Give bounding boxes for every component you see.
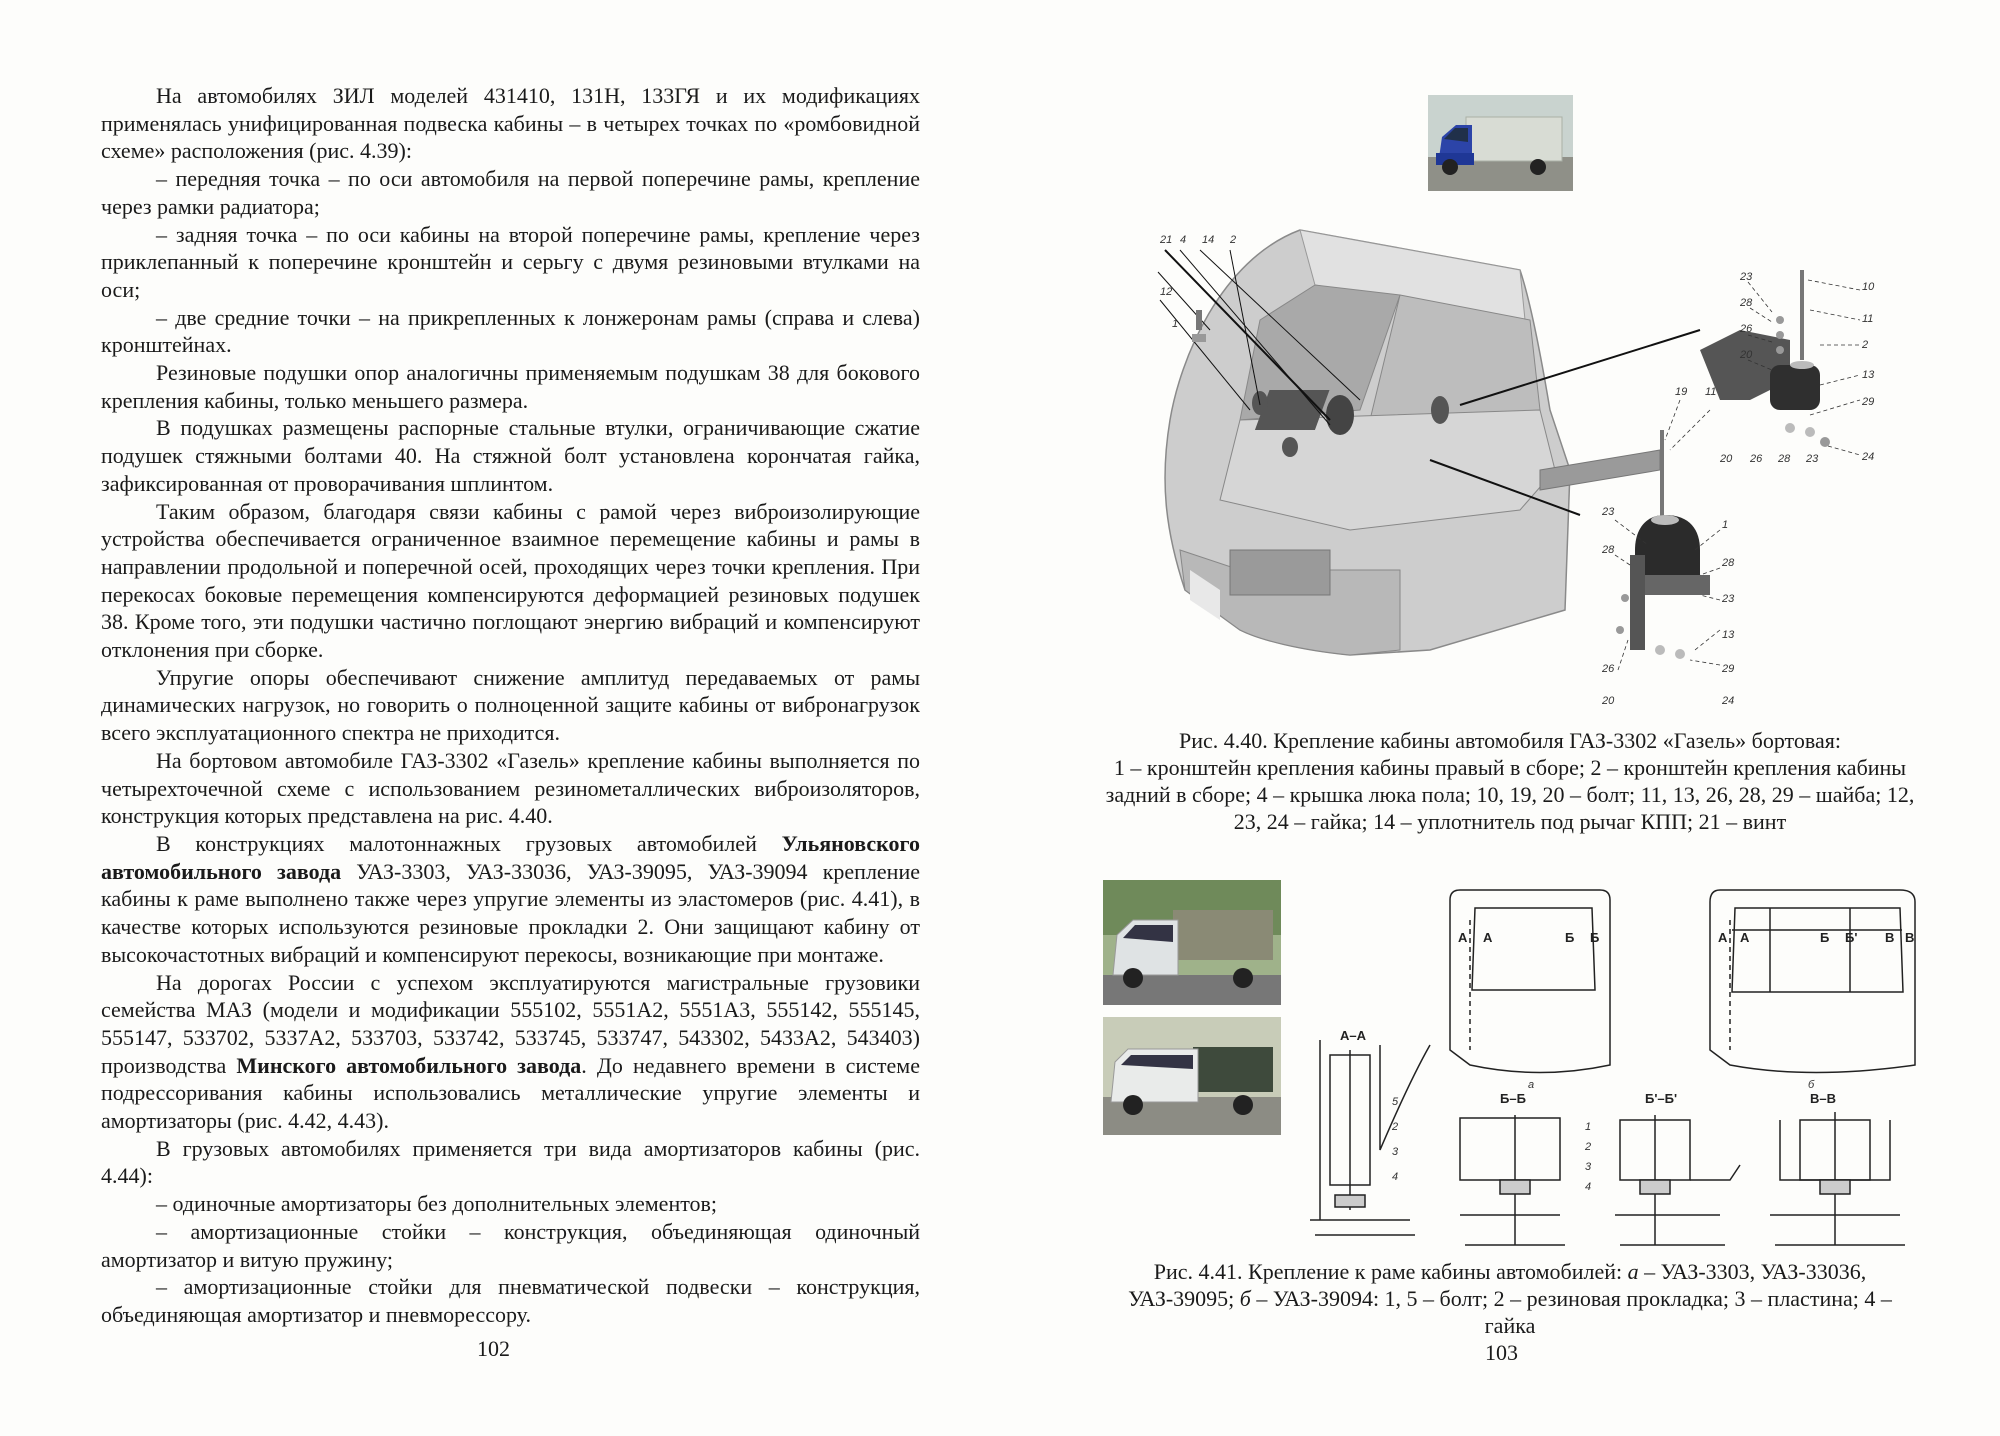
callout: 5 [1392, 1096, 1399, 1108]
body-paragraph: На дорогах России с успехом эксплуатируются магистральные грузовики семейства МАЗ (модели и модификации 555102, 5551А2, 5551А3, 555142, 555145, 555147, 533702, 5337А2, 533703, 533742, 533745, 533747, 543302, 5433А2, 543403) производства Минского автомобильного завода. До недавнего времени в системе подрессоривания кабины использовались металлические упругие элементы и амортизаторы (рис. 4.42, 4.43). [101, 969, 920, 1134]
section-mark: А [1458, 930, 1468, 945]
body-paragraph: – одиночные амортизаторы без дополнительных элементов; [156, 1191, 718, 1217]
body-paragraph: – амортизационные стойки – конструкция, объединяющая одиночный амортизатор и витую пружину; [101, 1218, 920, 1272]
figure-4-41-diagram [1300, 880, 1980, 1255]
callout: 23 [1722, 593, 1735, 605]
section-mark: Б [1820, 930, 1830, 945]
callout: 2 [1585, 1141, 1592, 1153]
callout: 3 [1585, 1161, 1592, 1173]
body-paragraph: – амортизационные стойки для пневматической подвески – конструкция, объединяющая амортизатор и пневморессору. [101, 1274, 920, 1327]
callout: 10 [1862, 281, 1875, 293]
callout: 26 [1602, 663, 1615, 675]
callout: 1 [1585, 1121, 1592, 1133]
callout: 2 [1392, 1121, 1399, 1133]
callout: 29 [1862, 396, 1875, 408]
section-title-bb-prime: Б'–Б' [1645, 1091, 1678, 1106]
figure-4-41-caption: Рис. 4.41. Крепление к раме кабины автомобилей: а – УАЗ-3303, УАЗ-33036, УАЗ-39095; б – УАЗ-39094: 1, 5 – болт; 2 – резиновая прокладка; 3 – пластина; 4 – гайка [1128, 1259, 1892, 1338]
callout: 3 [1392, 1146, 1399, 1158]
page-number-left: 102 [477, 1336, 510, 1361]
section-title-vv: В–В [1810, 1091, 1837, 1106]
callout: 28 [1722, 557, 1735, 569]
body-paragraph: В грузовых автомобилях применяется три вида амортизаторов кабины (рис. 4.44): [101, 1135, 920, 1189]
section-title-bb: Б–Б [1500, 1091, 1526, 1106]
callout: 20 [1740, 349, 1753, 361]
callout: 29 [1722, 663, 1735, 675]
figure-4-40-caption-title: Рис. 4.40. Крепление кабины автомобиля ГАЗ-3302 «Газель» бортовая: [1179, 728, 1841, 753]
section-mark: А [1718, 930, 1728, 945]
section-mark: А [1483, 930, 1493, 945]
figure-4-40-diagram [1100, 210, 1980, 710]
callout: 21 [1160, 234, 1173, 246]
callout: 13 [1862, 369, 1875, 381]
section-mark: Б [1590, 930, 1600, 945]
callout: 11 [1705, 386, 1717, 398]
body-paragraph: Резиновые подушки опор аналогичны применяемым подушкам 38 для бокового крепления кабины, только меньшего размера. [101, 360, 920, 413]
uaz-double-cab-photo [1103, 1017, 1281, 1135]
callout: 1 [1722, 519, 1729, 531]
callout: 20 [1720, 453, 1733, 465]
callout: 11 [1862, 313, 1874, 325]
section-mark: Б [1565, 930, 1575, 945]
callout: 26 [1750, 453, 1763, 465]
uaz-flatbed-photo [1103, 880, 1281, 1005]
body-paragraph: На автомобилях ЗИЛ моделей 431410, 131Н, 133ГЯ и их модификациях применялась унифицированная подвеска кабины – в четырех точках по «ромбовидной схеме» расположения (рис. 4.39): [101, 83, 920, 164]
figure-4-40-caption-body: 1 – кронштейн крепления кабины правый в сборе; 2 – кронштейн крепления кабины задний в сборе; 4 – крышка люка пола; 10, 19, 20 – болт; 11, 13, 26, 28, 29 – шайба; 12, 23, 24 – гайка; 14 – уплотнитель под рычаг КПП; 21 – винт [1105, 755, 1915, 834]
body-paragraph: В конструкциях малотоннажных грузовых автомобилей Ульяновского автомобильного завода УАЗ-3303, УАЗ-33036, УАЗ-39095, УАЗ-39094 крепление кабины к раме выполнено также через упругие элементы из эластомеров (рис. 4.41), в качестве которых используются резиновые прокладки 2. Они защищают кабину от высокочастотных вибраций и компенсируют перекосы, возникающие при монтаже. [101, 830, 920, 967]
callout: 4 [1180, 234, 1187, 246]
body-paragraph: Таким образом, благодаря связи кабины с рамой через виброизолирующие устройства обеспечивается ограниченное взаимное перемещение кабины и рамы в направлении продольной и поперечной осей, проходящих через точки крепления. При перекосах боковые перемещения компенсируются деформацией резиновых подушек 38. Кроме того, эти подушки частично поглощают энергию вибраций и компенсируют отклонения при сборке. [101, 498, 920, 663]
section-mark: Б' [1845, 930, 1858, 945]
body-paragraph: На бортовом автомобиле ГАЗ-3302 «Газель» крепление кабины выполняется по четырехточечной схеме с использованием резинометаллических виброизоляторов, конструкция которых представлена на рис. 4.40. [101, 747, 920, 829]
body-paragraph: В подушках размещены распорные стальные втулки, ограничивающие сжатие подушек стяжными болтами 40. На стяжной болт установлена корончатая гайка, зафиксированная от проворачивания шплинтом. [101, 415, 920, 496]
section-mark: В [1885, 930, 1895, 945]
section-title-aa: А–А [1340, 1028, 1367, 1043]
callout: 28 [1778, 453, 1791, 465]
view-label-b: б [1808, 1079, 1815, 1091]
body-paragraph: Упругие опоры обеспечивают снижение амплитуд передаваемых от рамы динамических нагрузок, но говорить о полноценной защите кабины от вибронагрузок всего эксплуатационного спектра не приходится. [101, 664, 920, 746]
callout: 2 [1230, 234, 1237, 246]
callout: 14 [1202, 234, 1215, 246]
body-paragraph: – передняя точка – по оси автомобиля на первой поперечине рамы, крепление через рамки радиатора; [101, 166, 920, 219]
section-mark: А [1740, 930, 1750, 945]
left-page-text [101, 82, 920, 1329]
gazel-truck-photo [1428, 95, 1573, 191]
rear-bracket-assembly [1700, 270, 1875, 465]
callout: 24 [1862, 451, 1875, 463]
callout: 4 [1392, 1171, 1399, 1183]
body-paragraph: – задняя точка – по оси кабины на второй поперечине рамы, крепление через приклепанный к поперечине кронштейн и серьгу с двумя резиновыми втулками на оси; [101, 221, 920, 302]
front-bracket-assembly [1601, 386, 1735, 707]
view-label-a: а [1528, 1079, 1535, 1091]
page-number-right: 103 [1485, 1340, 1518, 1365]
callout: 28 [1602, 544, 1615, 556]
callout: 23 [1740, 271, 1753, 283]
callout: 26 [1740, 323, 1753, 335]
callout: 12 [1160, 286, 1173, 298]
section-mark: В [1905, 930, 1915, 945]
callout: 19 [1675, 386, 1688, 398]
callout: 1 [1172, 318, 1179, 330]
callout: 20 [1602, 695, 1615, 707]
callout: 13 [1722, 629, 1735, 641]
callout: 4 [1585, 1181, 1592, 1193]
callout: 23 [1806, 453, 1819, 465]
callout: 28 [1740, 297, 1753, 309]
body-paragraph: – две средние точки – на прикрепленных к лонжеронам рамы (справа и слева) кронштейнах. [101, 304, 920, 358]
callout: 23 [1602, 506, 1615, 518]
figure-4-40-caption [1105, 727, 1915, 835]
right-page [1000, 0, 2000, 1436]
callout: 24 [1722, 695, 1735, 707]
callout: 2 [1862, 339, 1869, 351]
